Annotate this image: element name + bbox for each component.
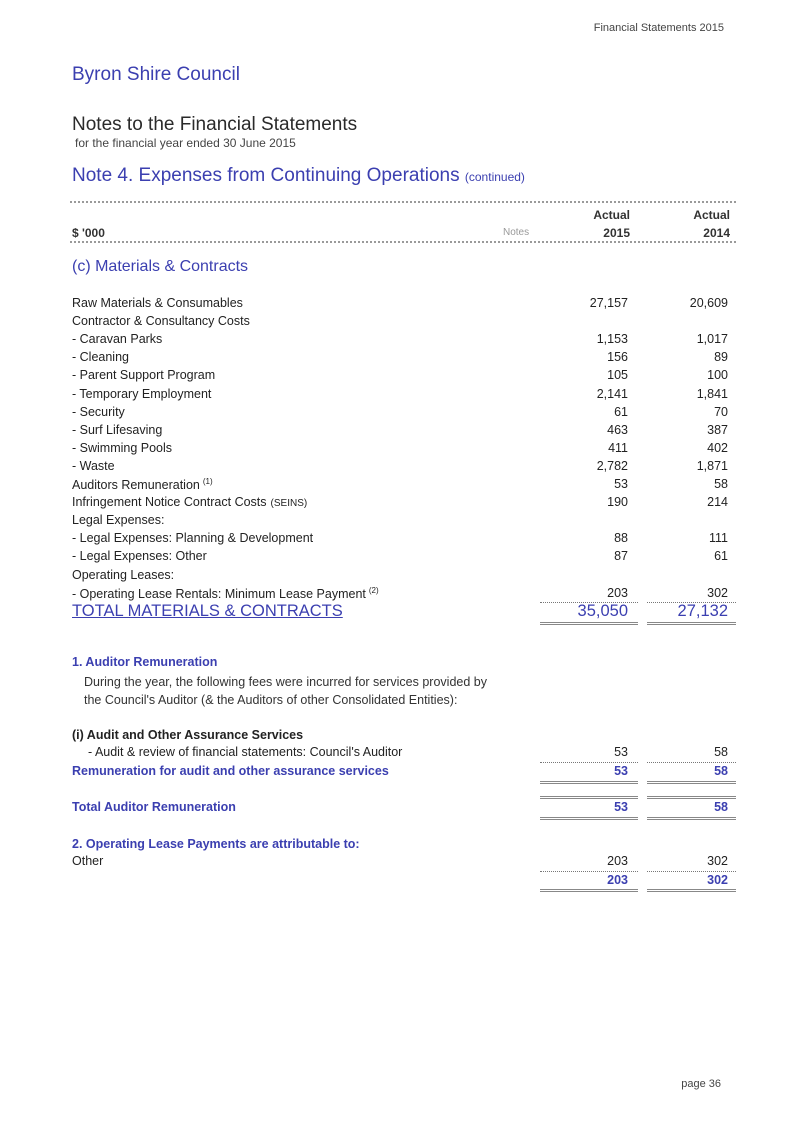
leases-rule-2015 xyxy=(540,871,638,872)
note-continued: (continued) xyxy=(464,170,525,184)
audit-review-2015: 53 xyxy=(614,745,628,759)
row-label-text: Legal Expenses: xyxy=(72,513,165,528)
row-label xyxy=(72,368,215,382)
table-row xyxy=(72,405,736,423)
row-value-2015: 88 xyxy=(614,531,628,546)
leases-sum-2015: 203 xyxy=(607,873,628,887)
row-value-2014: 1,017 xyxy=(696,332,728,347)
row-value-2015: 87 xyxy=(614,549,628,564)
total-auditor-label: Total Auditor Remuneration xyxy=(72,800,236,814)
row-value-2015: 203 xyxy=(607,585,628,600)
row-value-2014: 402 xyxy=(707,440,728,455)
table-row xyxy=(72,423,736,441)
row-label xyxy=(72,495,307,509)
row-label-text: Contractor & Consultancy Costs xyxy=(72,314,250,329)
header-rule-top xyxy=(70,201,736,203)
row-label-text: - Swimming Pools xyxy=(72,440,173,455)
leases-other-2015: 203 xyxy=(607,854,628,868)
auditor-text-2: the Council's Auditor (& the Auditors of other Consolidated Entities): xyxy=(84,693,458,707)
header-rule-bottom xyxy=(70,241,736,243)
table-row xyxy=(72,296,736,314)
row-label-text: Infringement Notice Contract Costs xyxy=(72,495,267,510)
table-row xyxy=(72,568,736,586)
row-value-2014: 214 xyxy=(707,495,728,510)
total-auditor-row xyxy=(72,800,736,818)
note-heading xyxy=(72,165,525,187)
row-value-2015: 105 xyxy=(607,368,628,383)
row-label-text: - Cleaning xyxy=(72,350,129,365)
row-label-text: - Surf Lifesaving xyxy=(72,422,163,437)
rem-rule-2014 xyxy=(647,762,736,763)
row-label xyxy=(72,531,313,545)
row-label xyxy=(72,549,207,563)
table-row xyxy=(72,441,736,459)
total-row xyxy=(72,602,736,624)
row-value-2015: 156 xyxy=(607,350,628,365)
row-label-text: - Legal Expenses: Planning & Development xyxy=(72,531,314,546)
row-label xyxy=(72,405,125,419)
row-value-2014: 70 xyxy=(714,404,728,419)
row-value-2014: 100 xyxy=(707,368,728,383)
row-value-2014: 1,871 xyxy=(696,458,728,473)
leases-sum-rule-2015 xyxy=(540,889,638,892)
remuneration-label: Remuneration for audit and other assurance services xyxy=(72,764,389,778)
table-row xyxy=(72,531,736,549)
leases-sum-rule-2014 xyxy=(647,889,736,892)
row-label-text: - Temporary Employment xyxy=(72,386,212,401)
col-notes: Notes xyxy=(503,227,530,238)
section-title: (c) Materials & Contracts xyxy=(72,258,249,275)
total-2014: 27,132 xyxy=(677,602,728,620)
row-label xyxy=(72,477,213,492)
table-row xyxy=(72,387,736,405)
total-aud-bottom-rule-2014 xyxy=(647,817,736,820)
total-aud-bottom-rule-2015 xyxy=(540,817,638,820)
row-label-text: - Waste xyxy=(72,458,115,473)
table-row xyxy=(72,350,736,368)
table-row xyxy=(72,332,736,350)
row-value-2015: 27,157 xyxy=(589,296,628,310)
row-value-2014: 387 xyxy=(707,422,728,437)
rem-total-rule-2015 xyxy=(540,781,638,784)
row-value-2014: 20,609 xyxy=(689,296,728,310)
council-name: Byron Shire Council xyxy=(72,64,240,85)
col-actual-2014: Actual xyxy=(693,208,730,222)
row-value-2015: 61 xyxy=(614,404,628,419)
row-value-2015: 1,153 xyxy=(596,332,628,347)
row-label-text: - Legal Expenses: Other xyxy=(72,549,207,564)
table-row xyxy=(72,477,736,495)
row-label xyxy=(72,350,129,364)
row-label xyxy=(72,296,243,310)
note-heading-text: Note 4. Expenses from Continuing Operations xyxy=(72,165,460,186)
table-row xyxy=(72,586,736,604)
running-header: Financial Statements 2015 xyxy=(593,22,724,34)
row-value-2015: 2,782 xyxy=(596,458,628,473)
footnote-ref: (2) xyxy=(368,585,379,595)
audit-review-label: - Audit & review of financial statements: Council's Auditor xyxy=(88,745,403,759)
row-label-text: - Caravan Parks xyxy=(72,332,163,347)
row-value-2014: 302 xyxy=(707,585,728,600)
table-row xyxy=(72,314,736,332)
row-label xyxy=(72,586,379,601)
row-label-text: Auditors Remuneration xyxy=(72,478,200,493)
col-actual-2015: Actual xyxy=(593,208,630,222)
row-label xyxy=(72,387,211,401)
row-value-2015: 190 xyxy=(607,495,628,510)
audit-review-2014: 58 xyxy=(714,745,728,759)
row-label xyxy=(72,423,162,437)
leases-rule-2014 xyxy=(647,871,736,872)
row-value-2015: 463 xyxy=(607,422,628,437)
assurance-heading: (i) Audit and Other Assurance Services xyxy=(72,728,304,742)
row-label-text: Raw Materials & Consumables xyxy=(72,296,243,310)
auditor-heading: 1. Auditor Remuneration xyxy=(72,655,218,669)
row-value-2014: 89 xyxy=(714,350,728,365)
leases-other-label: Other xyxy=(72,854,104,868)
table-row xyxy=(72,368,736,386)
footnote-ref: (1) xyxy=(202,477,213,486)
row-value-2015: 2,141 xyxy=(596,386,628,401)
row-label xyxy=(72,459,115,473)
row-label-text: - Security xyxy=(72,404,125,419)
row-label xyxy=(72,568,174,582)
row-value-2014: 1,841 xyxy=(696,386,728,401)
row-label xyxy=(72,314,250,328)
table-row xyxy=(72,459,736,477)
total-rule-2015 xyxy=(540,622,638,625)
leases-other-row xyxy=(72,854,736,872)
table-row xyxy=(72,513,736,531)
rem-total-rule-2014 xyxy=(647,781,736,784)
row-label-text: - Parent Support Program xyxy=(72,368,216,383)
leases-sum-2014: 302 xyxy=(707,873,728,887)
row-label-text: - Operating Lease Rentals: Minimum Lease Payment xyxy=(72,586,366,601)
row-value-2014: 61 xyxy=(714,549,728,564)
rem-rule-2015 xyxy=(540,762,638,763)
row-label xyxy=(72,513,164,527)
remuneration-2014: 58 xyxy=(714,764,728,778)
leases-other-2014: 302 xyxy=(707,854,728,868)
notes-title: Notes to the Financial Statements xyxy=(72,114,358,135)
total-2015: 35,050 xyxy=(577,602,628,620)
row-value-2014: 111 xyxy=(708,531,728,546)
total-auditor-2014: 58 xyxy=(714,800,728,814)
total-aud-top-rule-2015 xyxy=(540,796,638,799)
table-row xyxy=(72,495,736,513)
total-auditor-2015: 53 xyxy=(614,800,628,814)
row-value-2015: 411 xyxy=(608,440,628,455)
auditor-text-1: During the year, the following fees were incurred for services provided by xyxy=(84,675,487,689)
page-number: page 36 xyxy=(681,1078,721,1090)
total-rule-2014 xyxy=(647,622,736,625)
leases-heading: 2. Operating Lease Payments are attributable to: xyxy=(72,837,360,851)
total-label: TOTAL MATERIALS & CONTRACTS xyxy=(72,602,343,620)
total-aud-top-rule-2014 xyxy=(647,796,736,799)
row-label-note: (SEINS) xyxy=(270,498,308,510)
row-label xyxy=(72,332,162,346)
row-value-2015: 53 xyxy=(614,477,628,491)
table-row xyxy=(72,549,736,567)
remuneration-row xyxy=(72,764,736,782)
row-label-text: Operating Leases: xyxy=(72,567,175,582)
remuneration-2015: 53 xyxy=(614,764,628,778)
audit-review-row xyxy=(72,745,736,763)
row-label xyxy=(72,441,172,455)
notes-subtitle: for the financial year ended 30 June 2015 xyxy=(75,136,296,150)
row-value-2014: 58 xyxy=(714,477,728,491)
col-year-2015: 2015 xyxy=(603,226,630,240)
col-year-2014: 2014 xyxy=(703,226,730,240)
col-unit: $ '000 xyxy=(72,226,105,240)
